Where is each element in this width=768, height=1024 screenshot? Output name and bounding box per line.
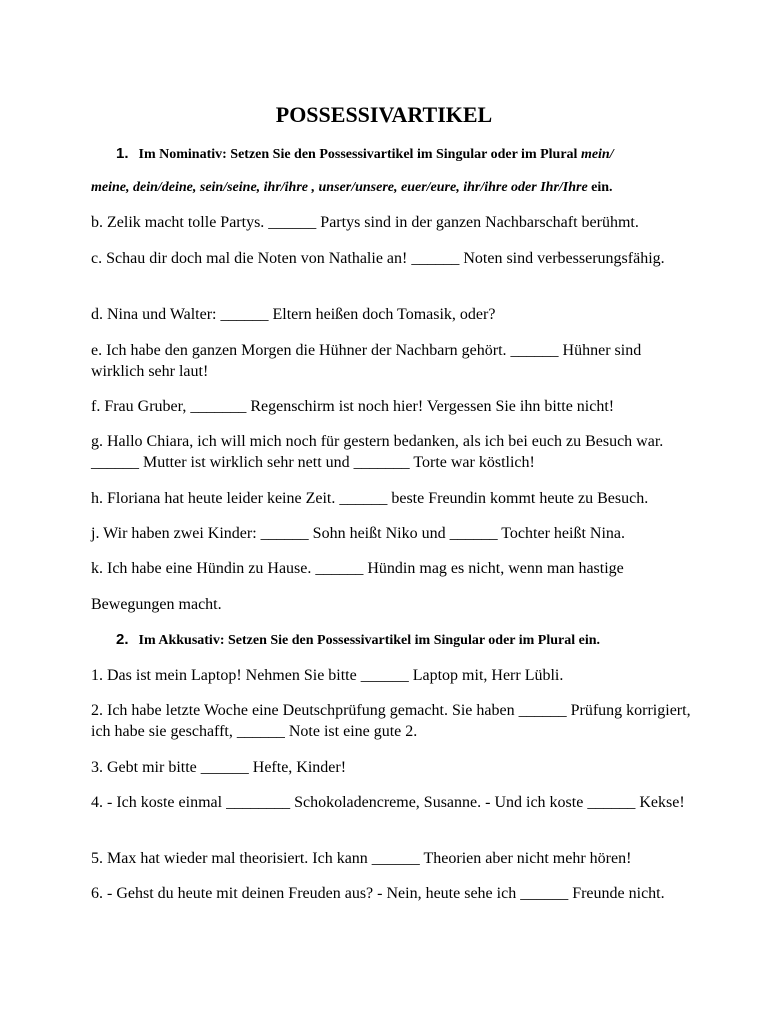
exercise-item-k: k. Ich habe eine Hündin zu Hause. ______ Hündin mag es nicht, wenn man hastige — [91, 560, 624, 577]
section-2-number: 2. — [116, 631, 129, 648]
section-1-number: 1. — [116, 145, 129, 162]
exercise-item-5: 5. Max hat wieder mal theorisiert. Ich kann ______ Theorien aber nicht mehr hören! — [91, 850, 632, 867]
page-title: POSSESSIVARTIKEL — [275, 102, 493, 127]
exercise-item-c: c. Schau dir doch mal die Noten von Nathalie an! ______ Noten sind verbesserungsfähig. — [91, 250, 665, 267]
exercise-item-h: h. Floriana hat heute leider keine Zeit. ______ beste Freundin kommt heute zu Besuch. — [91, 490, 649, 507]
section-2-heading-text: Im Akkusativ: Setzen Sie den Possessivartikel im Singular oder im Plural ein. — [138, 633, 601, 648]
exercise-item-1: 1. Das ist mein Laptop! Nehmen Sie bitte ______ Laptop mit, Herr Lübli. — [91, 667, 564, 684]
section-1-intro: Im Nominativ: Setzen Sie den Possessivartikel im Singular oder im Plural — [138, 147, 581, 162]
exercise-item-j: j. Wir haben zwei Kinder: ______ Sohn heißt Niko und ______ Tochter heißt Nina. — [91, 525, 625, 542]
section-1-heading-end: ein. — [587, 180, 613, 195]
section-1-intro-italic: mein/ — [580, 147, 614, 162]
exercise-item-b: b. Zelik macht tolle Partys. ______ Partys sind in der ganzen Nachbarschaft berühmt. — [91, 214, 639, 231]
exercise-item-2: 2. Ich habe letzte Woche eine Deutschprüfung gemacht. Sie haben ______ Prüfung korrigiert, ich habe sie geschafft, ______ Note ist eine gute 2. — [91, 702, 691, 740]
section-1-heading-continued — [91, 179, 613, 197]
section-1-heading — [116, 145, 614, 164]
exercise-item-6: 6. - Gehst du heute mit deinen Freuden aus? - Nein, heute sehe ich ______ Freunde nicht. — [91, 885, 665, 902]
exercise-item-g: g. Hallo Chiara, ich will mich noch für gestern bedanken, als ich bei euch zu Besuch war. ______ Mutter ist wirklich sehr nett und _______ Torte war köstlich! — [91, 433, 664, 471]
exercise-item-4: 4. - Ich koste einmal ________ Schokoladencreme, Susanne. - Und ich koste ______ Kekse! — [91, 794, 685, 811]
section-2-heading — [116, 631, 600, 650]
section-1-pronoun-list: meine, dein/deine, sein/seine, ihr/ihre , unser/unsere, euer/eure, ihr/ihre oder Ihr/Ihre — [91, 180, 588, 195]
exercise-item-k-continued: Bewegungen macht. — [91, 596, 222, 613]
exercise-item-3: 3. Gebt mir bitte ______ Hefte, Kinder! — [91, 759, 347, 776]
exercise-item-d: d. Nina und Walter: ______ Eltern heißen doch Tomasik, oder? — [91, 306, 496, 323]
exercise-item-f: f. Frau Gruber, _______ Regenschirm ist noch hier! Vergessen Sie ihn bitte nicht! — [91, 398, 615, 415]
exercise-item-e: e. Ich habe den ganzen Morgen die Hühner der Nachbarn gehört. ______ Hühner sind wirklich sehr laut! — [91, 342, 642, 380]
